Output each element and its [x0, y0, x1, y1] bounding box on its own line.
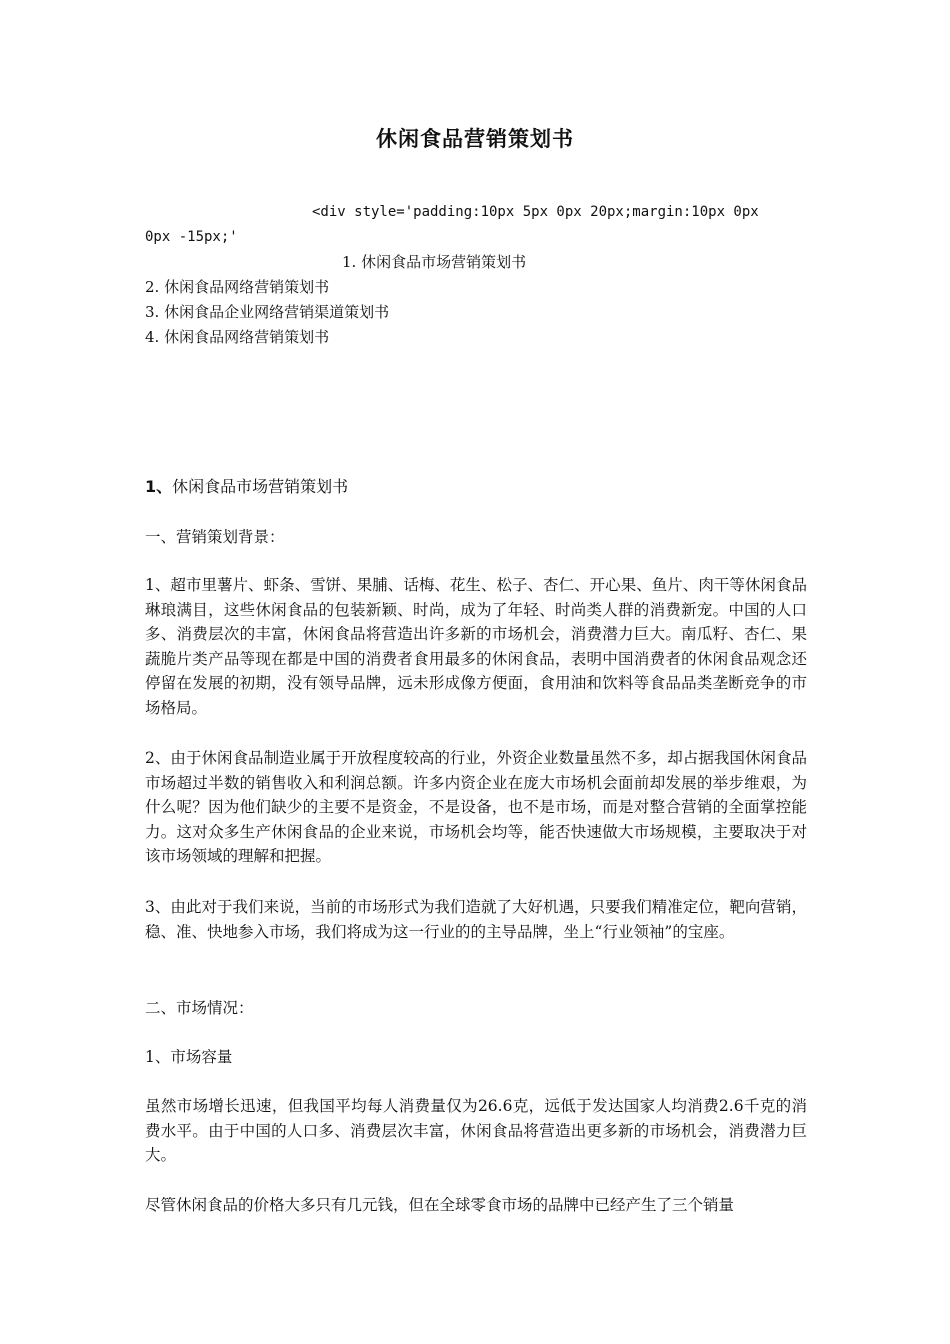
toc-item[interactable]: 2. 休闲食品网络营销策划书: [145, 278, 330, 296]
toc-item[interactable]: 1. 休闲食品市场营销策划书: [342, 253, 527, 271]
part-heading: 一、营销策划背景：: [145, 528, 285, 546]
table-of-contents: [145, 250, 526, 350]
code-line-2: 0px -15px;': [145, 229, 238, 245]
paragraph: 3、由此对于我们来说，当前的市场形式为我们造就了大好机遇，只要我们精准定位，靶向营销，稳、准、快地参入市场，我们将成为这一行业的的主导品牌，坐上“行业领袖”的宝座。: [145, 898, 807, 941]
paragraph: 2、由于休闲食品制造业属于开放程度较高的行业，外资企业数量虽然不多，却占据我国休闲食品市场超过半数的销售收入和利润总额。许多内资企业在庞大市场机会面前却发展的举步维艰，为什么呢？因为他们缺少的主要不是资金，不是设备，也不是市场，而是对整合营销的全面掌控能力。这对众多生产休闲食品的企业来说，市场机会均等，能否快速做大市场规模，主要取决于对该市场领域的理解和把握。: [145, 749, 807, 865]
subsection-heading: 1、市场容量: [145, 1048, 233, 1066]
document-title: 休闲食品营销策划书: [376, 127, 574, 151]
section-number: 1、: [145, 477, 173, 496]
code-line-1: <div style='padding:10px 5px 0px 20px;margin:10px 0px: [312, 204, 759, 220]
part-heading: 二、市场情况：: [145, 999, 254, 1017]
section-title: 休闲食品市场营销策划书: [172, 477, 349, 496]
toc-item[interactable]: 4. 休闲食品网络营销策划书: [145, 328, 330, 346]
toc-item[interactable]: 3. 休闲食品企业网络营销渠道策划书: [145, 303, 390, 321]
paragraph: 虽然市场增长迅速，但我国平均每人消费量仅为26.6克，远低于发达国家人均消费2.6千克的消费水平。由于中国的人口多、消费层次丰富，休闲食品将营造出更多新的市场机会，消费潜力巨大。: [145, 1097, 807, 1164]
paragraph: 尽管休闲食品的价格大多只有几元钱，但在全球零食市场的品牌中已经产生了三个销量: [145, 1196, 735, 1214]
paragraph: 1、超市里薯片、虾条、雪饼、果脯、话梅、花生、松子、杏仁、开心果、鱼片、肉干等休闲食品琳琅满目，这些休闲食品的包装新颖、时尚，成为了年轻、时尚类人群的消费新宠。中国的人口多、消费层次的丰富，休闲食品将营造出许多新的市场机会，消费潜力巨大。南瓜籽、杏仁、果蔬脆片类产品等现在都是中国的消费者食用最多的休闲食品，表明中国消费者的休闲食品观念还停留在发展的初期，没有领导品牌，远未形成像方便面，食用油和饮料等食品品类垄断竞争的市场格局。: [145, 576, 807, 717]
section-heading: [145, 475, 348, 500]
